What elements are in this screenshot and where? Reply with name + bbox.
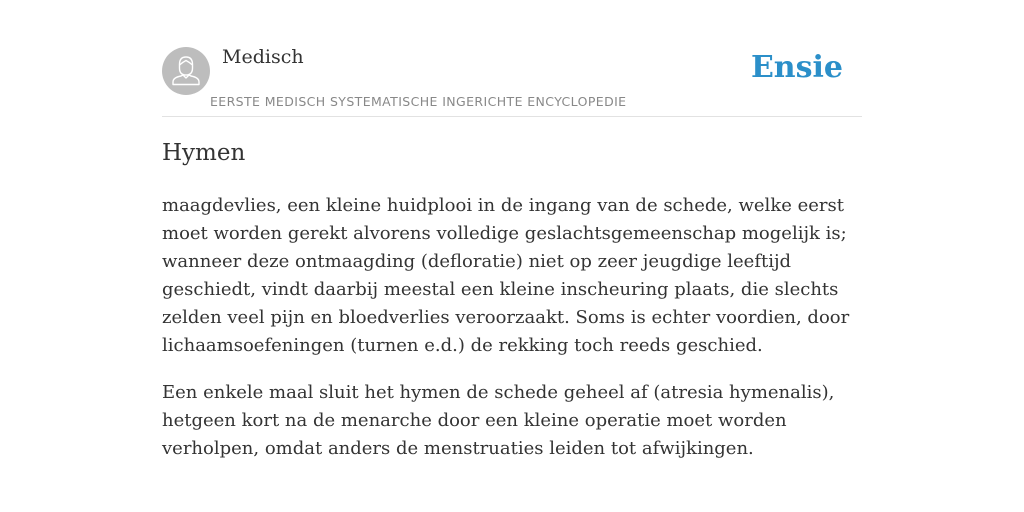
article-title: Hymen [162,140,246,166]
page [162,0,862,459]
header [162,0,862,117]
source-name[interactable]: Medisch [222,46,304,68]
article-body [162,192,862,482]
article-paragraph: Een enkele maal sluit het hymen de schede geheel af (atresia hymenalis), hetgeen kort na de menarche door een kleine operatie moet worden verholpen, omdat anders de menstruaties leiden tot afwijkingen. [162,382,835,459]
article-paragraph: maagdevlies, een kleine huidplooi in de ingang van de schede, welke eerst moet worden gerekt alvorens volledige geslachtsgemeenschap mogelijk is; wanneer deze ontmaagding (defloratie) niet op zeer jeugdige leeftijd geschiedt, vindt daarbij meestal een kleine inscheuring plaats, die slechts zelden veel pijn en bloedverlies veroorzaakt. Soms is echter voordien, door lichaamsoefeningen (turnen e.d.) de rekking toch reeds geschied. [162,195,850,356]
source-subtitle: EERSTE MEDISCH SYSTEMATISCHE INGERICHTE ENCYCLOPEDIE [210,94,627,109]
avatar[interactable] [162,47,210,95]
brand-logo[interactable]: Ensie [750,50,843,85]
user-icon [162,47,210,95]
